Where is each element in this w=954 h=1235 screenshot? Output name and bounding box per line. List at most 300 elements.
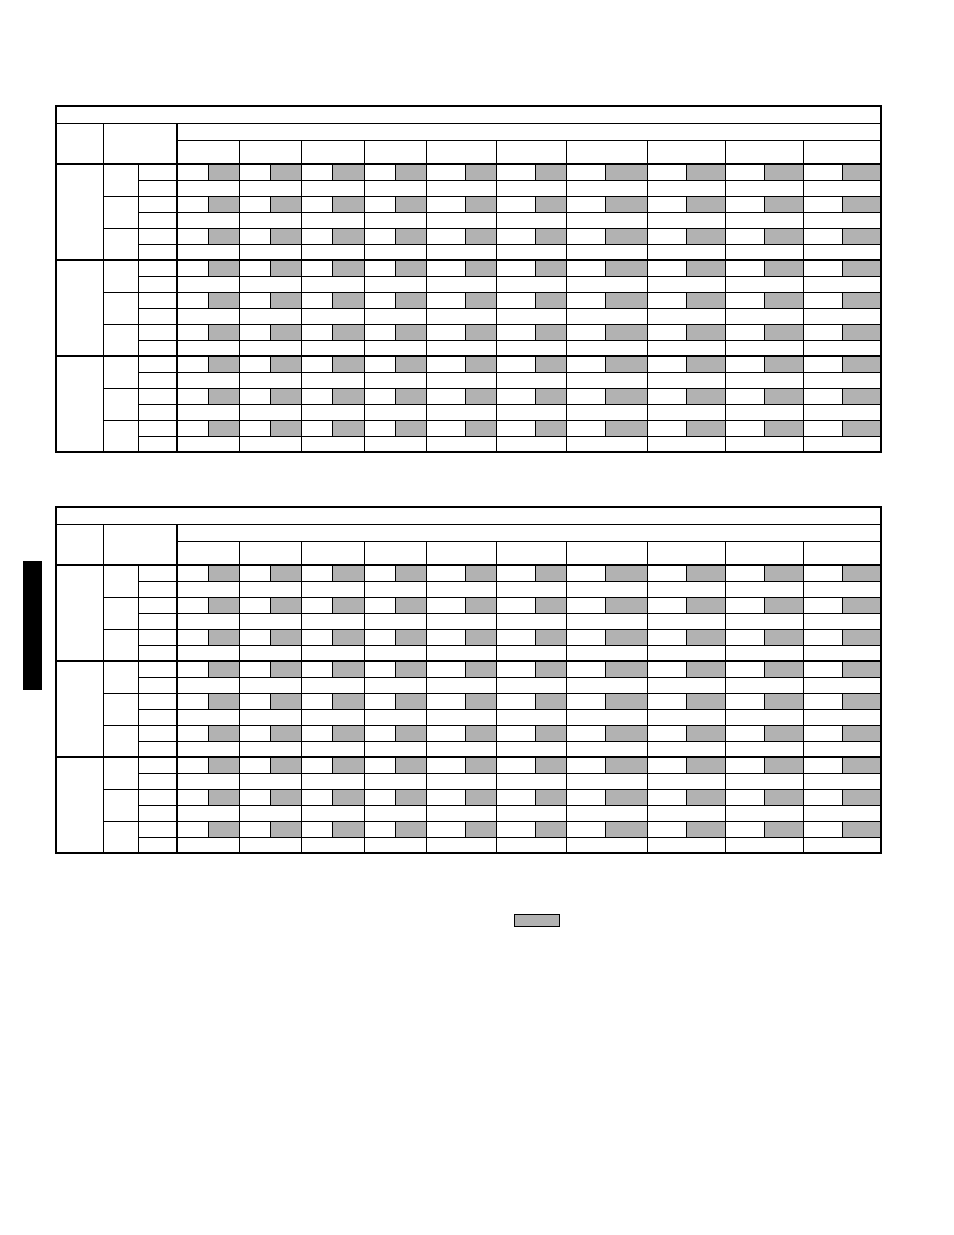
column-header bbox=[725, 541, 803, 565]
shaded-value-cell bbox=[686, 757, 725, 773]
shaded-value-cell bbox=[764, 629, 803, 645]
merged-value-cell bbox=[647, 212, 725, 228]
row-group-label bbox=[56, 260, 103, 356]
shaded-value-cell bbox=[535, 164, 566, 180]
value-cell bbox=[177, 260, 208, 276]
value-cell bbox=[364, 196, 395, 212]
shaded-value-cell bbox=[605, 725, 647, 741]
shaded-value-cell bbox=[686, 789, 725, 805]
value-cell bbox=[426, 356, 465, 372]
column-group-header bbox=[177, 524, 881, 541]
merged-value-cell bbox=[426, 276, 496, 292]
merged-value-cell bbox=[725, 340, 803, 356]
row-subgroup-label bbox=[103, 260, 138, 292]
row-type-label bbox=[138, 773, 177, 789]
merged-value-cell bbox=[566, 340, 647, 356]
value-cell bbox=[566, 420, 605, 436]
value-cell bbox=[647, 725, 686, 741]
column-header bbox=[177, 140, 239, 164]
merged-value-cell bbox=[725, 645, 803, 661]
shaded-value-cell bbox=[332, 228, 364, 244]
value-cell bbox=[239, 356, 270, 372]
row-type-label bbox=[138, 372, 177, 388]
row-subgroup-label bbox=[103, 164, 138, 196]
row-type-label bbox=[138, 741, 177, 757]
shaded-value-cell bbox=[686, 228, 725, 244]
shaded-value-cell bbox=[605, 228, 647, 244]
shaded-value-cell bbox=[332, 725, 364, 741]
value-cell bbox=[239, 196, 270, 212]
merged-value-cell bbox=[725, 244, 803, 260]
merged-value-cell bbox=[426, 308, 496, 324]
value-cell bbox=[803, 565, 842, 581]
table-grid bbox=[55, 105, 882, 453]
value-cell bbox=[496, 388, 535, 404]
merged-value-cell bbox=[725, 613, 803, 629]
merged-value-cell bbox=[239, 436, 301, 452]
merged-value-cell bbox=[725, 741, 803, 757]
merged-value-cell bbox=[725, 308, 803, 324]
value-cell bbox=[426, 597, 465, 613]
merged-value-cell bbox=[725, 709, 803, 725]
merged-value-cell bbox=[177, 212, 239, 228]
value-cell bbox=[496, 565, 535, 581]
value-cell bbox=[647, 292, 686, 308]
table-row bbox=[56, 789, 881, 805]
value-cell bbox=[647, 757, 686, 773]
merged-value-cell bbox=[177, 613, 239, 629]
shaded-value-cell bbox=[395, 565, 426, 581]
shaded-value-cell bbox=[535, 356, 566, 372]
shaded-value-cell bbox=[395, 821, 426, 837]
row-type-label bbox=[138, 709, 177, 725]
column-header bbox=[566, 140, 647, 164]
merged-value-cell bbox=[364, 308, 426, 324]
merged-value-cell bbox=[566, 709, 647, 725]
merged-value-cell bbox=[647, 372, 725, 388]
shaded-value-cell bbox=[686, 260, 725, 276]
merged-value-cell bbox=[364, 244, 426, 260]
value-cell bbox=[725, 420, 764, 436]
value-cell bbox=[426, 789, 465, 805]
value-cell bbox=[364, 324, 395, 340]
merged-value-cell bbox=[301, 613, 364, 629]
row-subgroup-label bbox=[103, 725, 138, 757]
value-cell bbox=[177, 228, 208, 244]
merged-value-cell bbox=[647, 340, 725, 356]
value-cell bbox=[364, 757, 395, 773]
value-cell bbox=[725, 725, 764, 741]
value-cell bbox=[725, 661, 764, 677]
shaded-value-cell bbox=[842, 597, 881, 613]
merged-value-cell bbox=[239, 212, 301, 228]
table-row bbox=[56, 725, 881, 741]
shaded-value-cell bbox=[764, 420, 803, 436]
row-type-label bbox=[138, 356, 177, 372]
value-cell bbox=[496, 693, 535, 709]
row-type-label bbox=[138, 292, 177, 308]
merged-value-cell bbox=[647, 276, 725, 292]
value-cell bbox=[426, 196, 465, 212]
merged-value-cell bbox=[301, 805, 364, 821]
row-type-label bbox=[138, 244, 177, 260]
merged-value-cell bbox=[239, 244, 301, 260]
table-row bbox=[56, 356, 881, 372]
merged-value-cell bbox=[177, 276, 239, 292]
merged-value-cell bbox=[177, 805, 239, 821]
value-cell bbox=[364, 597, 395, 613]
shaded-value-cell bbox=[270, 228, 301, 244]
shaded-value-cell bbox=[332, 196, 364, 212]
merged-value-cell bbox=[566, 404, 647, 420]
shaded-value-cell bbox=[842, 565, 881, 581]
column-header bbox=[647, 541, 725, 565]
row-type-label bbox=[138, 308, 177, 324]
shaded-value-cell bbox=[686, 661, 725, 677]
merged-value-cell bbox=[566, 308, 647, 324]
row-group-label bbox=[56, 661, 103, 757]
shaded-value-cell bbox=[535, 420, 566, 436]
shaded-value-cell bbox=[764, 725, 803, 741]
merged-value-cell bbox=[566, 805, 647, 821]
shaded-value-cell bbox=[535, 821, 566, 837]
merged-value-cell bbox=[364, 581, 426, 597]
shaded-value-cell bbox=[208, 565, 239, 581]
merged-value-cell bbox=[364, 805, 426, 821]
shaded-value-cell bbox=[764, 196, 803, 212]
row-type-label bbox=[138, 340, 177, 356]
merged-value-cell bbox=[496, 276, 566, 292]
merged-value-cell bbox=[364, 741, 426, 757]
value-cell bbox=[239, 661, 270, 677]
shaded-value-cell bbox=[208, 757, 239, 773]
column-header bbox=[301, 541, 364, 565]
merged-value-cell bbox=[364, 613, 426, 629]
merged-value-cell bbox=[803, 709, 881, 725]
shaded-value-cell bbox=[395, 420, 426, 436]
shaded-value-cell bbox=[270, 661, 301, 677]
merged-value-cell bbox=[566, 276, 647, 292]
row-subgroup-label bbox=[103, 196, 138, 228]
merged-value-cell bbox=[566, 581, 647, 597]
value-cell bbox=[566, 292, 605, 308]
shaded-value-cell bbox=[605, 789, 647, 805]
shaded-value-cell bbox=[465, 228, 496, 244]
value-cell bbox=[566, 565, 605, 581]
shaded-value-cell bbox=[535, 388, 566, 404]
row-group-label bbox=[56, 164, 103, 260]
value-cell bbox=[566, 356, 605, 372]
shaded-value-cell bbox=[270, 388, 301, 404]
value-cell bbox=[803, 292, 842, 308]
merged-value-cell bbox=[301, 677, 364, 693]
shaded-value-cell bbox=[395, 356, 426, 372]
shaded-value-cell bbox=[535, 629, 566, 645]
shaded-value-cell bbox=[395, 292, 426, 308]
value-cell bbox=[239, 388, 270, 404]
value-cell bbox=[496, 196, 535, 212]
value-cell bbox=[566, 164, 605, 180]
shaded-value-cell bbox=[395, 725, 426, 741]
table-row bbox=[56, 741, 881, 757]
shaded-value-cell bbox=[535, 196, 566, 212]
shaded-value-cell bbox=[535, 324, 566, 340]
value-cell bbox=[566, 789, 605, 805]
value-cell bbox=[239, 693, 270, 709]
value-cell bbox=[239, 789, 270, 805]
value-cell bbox=[566, 324, 605, 340]
merged-value-cell bbox=[301, 709, 364, 725]
row-type-label bbox=[138, 789, 177, 805]
shaded-value-cell bbox=[395, 260, 426, 276]
table-row bbox=[56, 276, 881, 292]
merged-value-cell bbox=[725, 212, 803, 228]
merged-value-cell bbox=[239, 709, 301, 725]
column-header bbox=[239, 541, 301, 565]
row-type-label bbox=[138, 324, 177, 340]
value-cell bbox=[301, 661, 332, 677]
merged-value-cell bbox=[426, 180, 496, 196]
merged-value-cell bbox=[647, 180, 725, 196]
row-group-label bbox=[56, 565, 103, 661]
value-cell bbox=[364, 821, 395, 837]
value-cell bbox=[177, 757, 208, 773]
shaded-value-cell bbox=[395, 661, 426, 677]
shaded-value-cell bbox=[764, 260, 803, 276]
row-type-label bbox=[138, 693, 177, 709]
table-row bbox=[56, 597, 881, 613]
shaded-value-cell bbox=[332, 388, 364, 404]
value-cell bbox=[647, 196, 686, 212]
value-cell bbox=[647, 420, 686, 436]
shaded-value-cell bbox=[465, 821, 496, 837]
row-type-label bbox=[138, 164, 177, 180]
column-header bbox=[647, 140, 725, 164]
value-cell bbox=[239, 757, 270, 773]
value-cell bbox=[301, 164, 332, 180]
column-header bbox=[803, 140, 881, 164]
shaded-value-cell bbox=[686, 565, 725, 581]
shaded-value-cell bbox=[332, 324, 364, 340]
shaded-value-cell bbox=[270, 356, 301, 372]
shaded-value-cell bbox=[686, 196, 725, 212]
shaded-value-cell bbox=[686, 420, 725, 436]
shaded-value-cell bbox=[332, 821, 364, 837]
shaded-value-cell bbox=[764, 821, 803, 837]
merged-value-cell bbox=[426, 837, 496, 853]
value-cell bbox=[426, 725, 465, 741]
merged-value-cell bbox=[301, 404, 364, 420]
table-row bbox=[56, 629, 881, 645]
shaded-value-cell bbox=[270, 324, 301, 340]
shaded-value-cell bbox=[332, 565, 364, 581]
value-cell bbox=[566, 821, 605, 837]
table-row bbox=[56, 196, 881, 212]
column-header bbox=[239, 140, 301, 164]
value-cell bbox=[177, 420, 208, 436]
shaded-value-cell bbox=[270, 629, 301, 645]
merged-value-cell bbox=[364, 677, 426, 693]
shaded-value-cell bbox=[208, 420, 239, 436]
shaded-value-cell bbox=[395, 388, 426, 404]
shaded-value-cell bbox=[395, 693, 426, 709]
shaded-value-cell bbox=[465, 260, 496, 276]
merged-value-cell bbox=[426, 645, 496, 661]
shaded-value-cell bbox=[605, 821, 647, 837]
merged-value-cell bbox=[177, 308, 239, 324]
shaded-value-cell bbox=[270, 693, 301, 709]
merged-value-cell bbox=[301, 372, 364, 388]
table-row bbox=[56, 773, 881, 789]
merged-value-cell bbox=[301, 436, 364, 452]
merged-value-cell bbox=[725, 805, 803, 821]
shaded-value-cell bbox=[208, 260, 239, 276]
shaded-value-cell bbox=[270, 565, 301, 581]
shaded-value-cell bbox=[605, 629, 647, 645]
value-cell bbox=[426, 565, 465, 581]
merged-value-cell bbox=[803, 244, 881, 260]
value-cell bbox=[239, 629, 270, 645]
merged-value-cell bbox=[364, 212, 426, 228]
value-cell bbox=[177, 629, 208, 645]
merged-value-cell bbox=[566, 837, 647, 853]
shaded-value-cell bbox=[395, 757, 426, 773]
value-cell bbox=[803, 629, 842, 645]
value-cell bbox=[426, 260, 465, 276]
merged-value-cell bbox=[239, 180, 301, 196]
row-subgroup-label bbox=[103, 388, 138, 420]
shaded-value-cell bbox=[686, 725, 725, 741]
value-cell bbox=[364, 725, 395, 741]
shaded-value-cell bbox=[270, 757, 301, 773]
row-type-label bbox=[138, 629, 177, 645]
merged-value-cell bbox=[496, 645, 566, 661]
value-cell bbox=[239, 597, 270, 613]
table-row bbox=[56, 661, 881, 677]
merged-value-cell bbox=[364, 372, 426, 388]
shaded-value-cell bbox=[208, 789, 239, 805]
value-cell bbox=[725, 164, 764, 180]
shaded-value-cell bbox=[465, 629, 496, 645]
shaded-value-cell bbox=[208, 661, 239, 677]
merged-value-cell bbox=[566, 244, 647, 260]
shaded-value-cell bbox=[764, 757, 803, 773]
shaded-value-cell bbox=[686, 597, 725, 613]
merged-value-cell bbox=[239, 837, 301, 853]
value-cell bbox=[803, 789, 842, 805]
value-cell bbox=[239, 725, 270, 741]
merged-value-cell bbox=[364, 436, 426, 452]
value-cell bbox=[239, 228, 270, 244]
table-row bbox=[56, 372, 881, 388]
value-cell bbox=[177, 597, 208, 613]
shaded-value-cell bbox=[465, 196, 496, 212]
value-cell bbox=[364, 789, 395, 805]
merged-value-cell bbox=[301, 340, 364, 356]
value-cell bbox=[803, 693, 842, 709]
row-subgroup-label bbox=[103, 757, 138, 789]
shaded-value-cell bbox=[764, 164, 803, 180]
shaded-value-cell bbox=[465, 693, 496, 709]
value-cell bbox=[426, 164, 465, 180]
value-cell bbox=[177, 565, 208, 581]
row-type-label bbox=[138, 821, 177, 837]
shaded-value-cell bbox=[764, 388, 803, 404]
merged-value-cell bbox=[725, 581, 803, 597]
merged-value-cell bbox=[239, 741, 301, 757]
shaded-value-cell bbox=[842, 324, 881, 340]
merged-value-cell bbox=[426, 741, 496, 757]
shaded-value-cell bbox=[842, 757, 881, 773]
merged-value-cell bbox=[496, 244, 566, 260]
column-header bbox=[177, 541, 239, 565]
value-cell bbox=[364, 260, 395, 276]
table-row bbox=[56, 693, 881, 709]
value-cell bbox=[177, 661, 208, 677]
row-type-label bbox=[138, 581, 177, 597]
merged-value-cell bbox=[803, 212, 881, 228]
table-row bbox=[56, 837, 881, 853]
value-cell bbox=[364, 388, 395, 404]
value-cell bbox=[566, 629, 605, 645]
shaded-value-cell bbox=[208, 292, 239, 308]
table-row bbox=[56, 324, 881, 340]
value-cell bbox=[803, 420, 842, 436]
merged-value-cell bbox=[803, 436, 881, 452]
value-cell bbox=[803, 757, 842, 773]
table-row bbox=[56, 821, 881, 837]
shaded-value-cell bbox=[332, 356, 364, 372]
shaded-value-cell bbox=[764, 661, 803, 677]
shaded-value-cell bbox=[764, 789, 803, 805]
value-cell bbox=[301, 260, 332, 276]
shaded-value-cell bbox=[208, 693, 239, 709]
value-cell bbox=[496, 661, 535, 677]
value-cell bbox=[725, 693, 764, 709]
row-subgroup-label bbox=[103, 629, 138, 661]
shaded-value-cell bbox=[842, 789, 881, 805]
shaded-value-cell bbox=[764, 356, 803, 372]
merged-value-cell bbox=[301, 741, 364, 757]
shaded-value-cell bbox=[465, 292, 496, 308]
row-type-label bbox=[138, 837, 177, 853]
shaded-value-cell bbox=[686, 324, 725, 340]
shaded-value-cell bbox=[332, 789, 364, 805]
merged-value-cell bbox=[566, 212, 647, 228]
table-row bbox=[56, 340, 881, 356]
table-row bbox=[56, 420, 881, 436]
value-cell bbox=[803, 324, 842, 340]
shaded-value-cell bbox=[270, 420, 301, 436]
row-subgroup-label bbox=[103, 356, 138, 388]
merged-value-cell bbox=[239, 308, 301, 324]
table-row bbox=[56, 404, 881, 420]
shaded-value-cell bbox=[270, 725, 301, 741]
merged-value-cell bbox=[239, 677, 301, 693]
shaded-value-cell bbox=[465, 324, 496, 340]
row-subgroup-label bbox=[103, 693, 138, 725]
value-cell bbox=[647, 693, 686, 709]
shaded-value-cell bbox=[465, 661, 496, 677]
shaded-value-cell bbox=[270, 597, 301, 613]
value-cell bbox=[725, 196, 764, 212]
table-row bbox=[56, 388, 881, 404]
column-header bbox=[566, 541, 647, 565]
row-type-label bbox=[138, 565, 177, 581]
shaded-value-cell bbox=[605, 356, 647, 372]
merged-value-cell bbox=[566, 645, 647, 661]
shaded-value-cell bbox=[535, 661, 566, 677]
